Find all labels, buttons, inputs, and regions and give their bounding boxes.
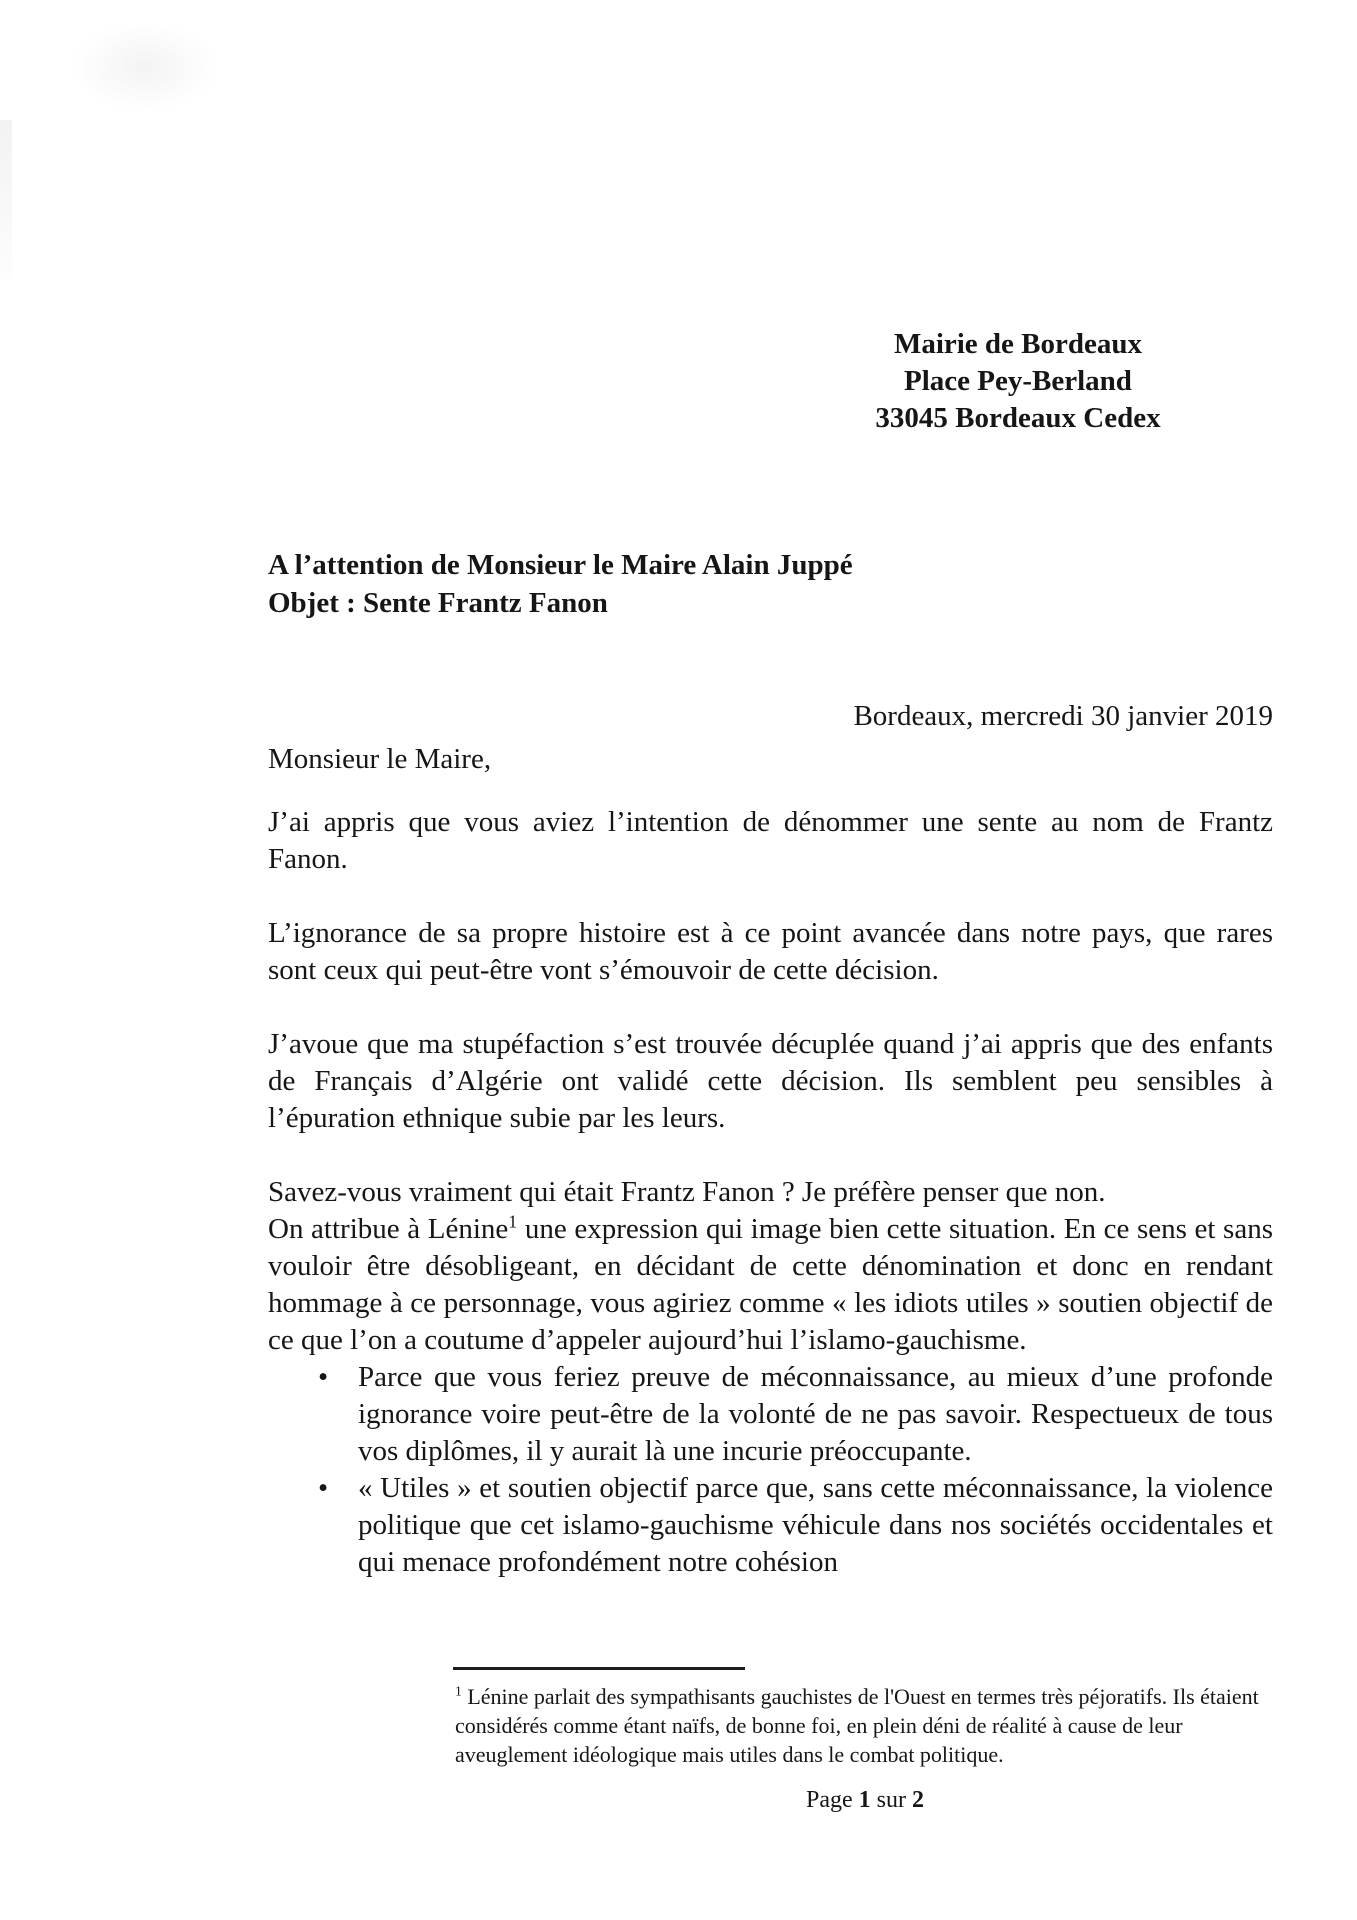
paragraph-ignorance: L’ignorance de sa propre histoire est à ce point avancée dans notre pays, que rares sont ceux qui peut-être vont s’émouvoir de cette décision.	[268, 917, 1273, 986]
salutation: Monsieur le Maire,	[268, 743, 492, 775]
letter-body	[268, 804, 1273, 1581]
attention-line: A l’attention de Monsieur le Maire Alain Juppé	[268, 549, 853, 581]
page-number	[455, 1786, 1275, 1814]
sender-line-city: 33045 Bordeaux Cedex	[875, 402, 1161, 434]
bullet-item	[268, 1359, 1273, 1470]
bullet-icon: •	[318, 1361, 329, 1393]
page-total: 2	[912, 1787, 924, 1813]
date-line: Bordeaux, mercredi 30 janvier 2019	[853, 700, 1273, 732]
footnote-reference: 1	[508, 1211, 518, 1232]
lenine-text-pre: On attribue à Lénine	[268, 1213, 509, 1245]
lenine-text-post: une expression qui image bien cette situation. En ce sens et sans vouloir être désobligeant, en décidant de cette dénomination et donc en rendant hommage à ce personnage, vous agiriez comme « les idiots utiles » soutien objectif de ce que l’on a coutume d’appeler aujourd’hui l’islamo-gauchisme.	[268, 1213, 1274, 1356]
bullet-icon: •	[318, 1472, 329, 1504]
sender-line-organization: Mairie de Bordeaux	[893, 328, 1143, 360]
footnote	[455, 1682, 1295, 1769]
paragraph-lenine	[268, 1211, 1273, 1359]
bullet-text: « Utiles » et soutien objectif parce que, sans cette méconnaissance, la violence politique que cet islamo-gauchisme véhicule dans nos sociétés occidentales et qui menace profondément notre cohésion	[358, 1472, 1273, 1578]
paragraph-stupefaction: J’avoue que ma stupéfaction s’est trouvée décuplée quand j’ai appris que des enfants de Français d’Algérie ont validé cette décision. Ils semblent peu sensibles à l’épuration ethnique subie par les leurs.	[268, 1028, 1273, 1134]
sender-line-street: Place Pey-Berland	[904, 365, 1132, 397]
bullet-item	[268, 1470, 1273, 1581]
sender-address-block	[852, 326, 1184, 437]
paragraph-intro: J’ai appris que vous aviez l’intention de dénommer une sente au nom de Frantz Fanon.	[268, 806, 1273, 875]
page-label: Page	[806, 1787, 853, 1813]
footnote-separator	[453, 1667, 745, 1670]
bullet-text: Parce que vous feriez preuve de méconnaissance, au mieux d’une profonde ignorance voire peut-être de la volonté de ne pas savoir. Respectueux de tous vos diplômes, il y aurait là une incurie préoccupante.	[358, 1361, 1273, 1467]
subject-line: Objet : Sente Frantz Fanon	[268, 587, 608, 619]
recipient-block	[268, 546, 1273, 622]
page-current: 1	[858, 1787, 871, 1813]
footnote-text: Lénine parlait des sympathisants gauchistes de l'Ouest en termes très péjoratifs. Ils étaient considérés comme étant naïfs, de bonne foi, en plein déni de réalité à cause de leur aveuglement idéologique mais utiles dans le combat politique.	[455, 1684, 1259, 1767]
scan-artifact	[70, 22, 220, 112]
scan-artifact	[0, 120, 12, 280]
paragraph-question: Savez-vous vraiment qui était Frantz Fanon ? Je préfère penser que non.	[268, 1176, 1106, 1208]
page-separator: sur	[876, 1787, 906, 1813]
footnote-number: 1	[455, 1683, 462, 1699]
